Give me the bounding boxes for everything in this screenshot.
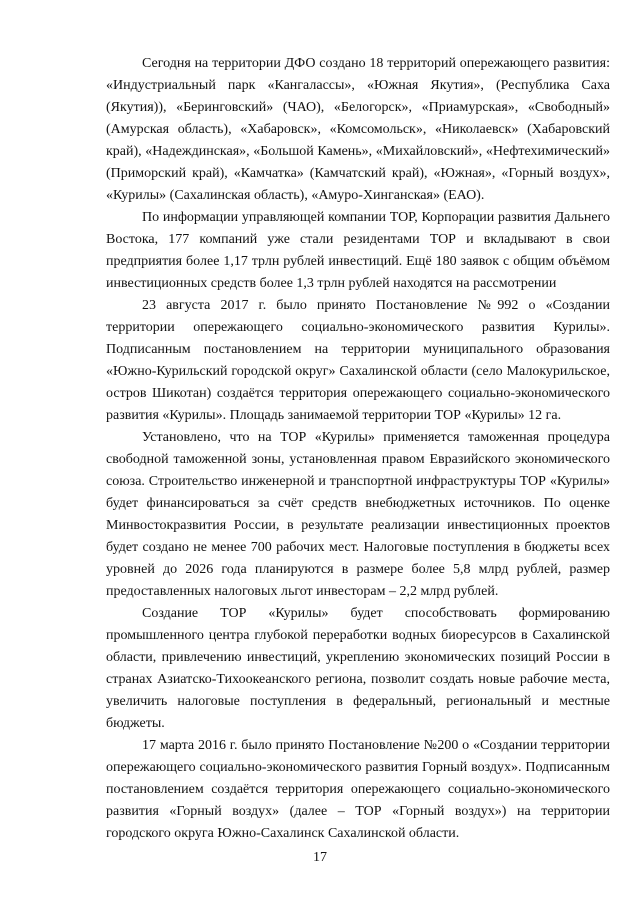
body-text (106, 53, 610, 845)
paragraph-residents-info: По информации управляющей компании ТОР, Корпорации развития Дальнего Востока, 177 компаний уже стали резидентами ТОР и вкладывают в свои предприятия более 1,17 трлн рублей инвестиций. Ещё 180 заявок с общим объёмом инвестиционных средств более 1,3 трлн рублей находятся на рассмотрении (106, 210, 610, 291)
paragraph-customs-procedure: Установлено, что на ТОР «Курилы» применяется таможенная процедура свободной таможенной зоны, установленная правом Евразийского экономического союза. Строительство инженерной и транспортной инфраструктуры ТОР «Курилы» будет финансироваться за счёт средств внебюджетных источников. По оценке Минвостокразвития России, в результате реализации инвестиционных проектов будет создано не менее 700 рабочих мест. Налоговые поступления в бюджеты всех уровней до 2026 года планируются в размере более 5,8 млрд рублей, размер предоставленных налоговых льгот инвесторам – 2,2 млрд рублей. (106, 430, 610, 599)
paragraph-decree-992: 23 августа 2017 г. было принято Постановление №992 о «Создании территории опережающего социально-экономического развития Курилы». Подписанным постановлением на территории муниципального образования «Южно-Курильский городской округ» Сахалинской области (село Малокурильское, остров Шикотан) создаётся территория опережающего социально-экономического развития «Курилы». Площадь занимаемой территории ТОР «Курилы» 12 га. (106, 298, 610, 423)
paragraph-tor-list: Сегодня на территории ДФО создано 18 территорий опережающего развития: «Индустриальный парк «Кангалассы», «Южная Якутия», (Республика Саха (Якутия)), «Беринговский» (ЧАО), «Белогорск», «Приамурская», «Свободный» (Амурская область), «Хабаровск», «Комсомольск», «Николаевск» (Хабаровский край), «Надеждинская», «Большой Камень», «Михайловский», «Нефтехимический» (Приморский край), «Камчатка» (Камчатский край), «Южная», «Горный воздух», «Курилы» (Сахалинская область), «Амуро-Хинганская» (ЕАО). (106, 56, 610, 203)
page-number: 17 (313, 850, 327, 865)
paragraph-decree-200: 17 марта 2016 г. было принято Постановление №200 о «Создании территории опережающего социально-экономического развития Горный воздух». Подписанным постановлением создаётся территория опережающего социально-экономического развития «Горный воздух» (далее – ТОР «Горный воздух») на территории городского округа Южно-Сахалинск Сахалинской области. (106, 738, 610, 841)
paragraph-kurily-benefits: Создание ТОР «Курилы» будет способствовать формированию промышленного центра глубокой переработки водных биоресурсов в Сахалинской области, привлечению инвестиций, укреплению экономических позиций России в странах Азиатско-Тихоокеанского региона, позволит создать новые рабочие места, увеличить налоговые поступления в федеральный, региональный и местные бюджеты. (106, 606, 610, 731)
